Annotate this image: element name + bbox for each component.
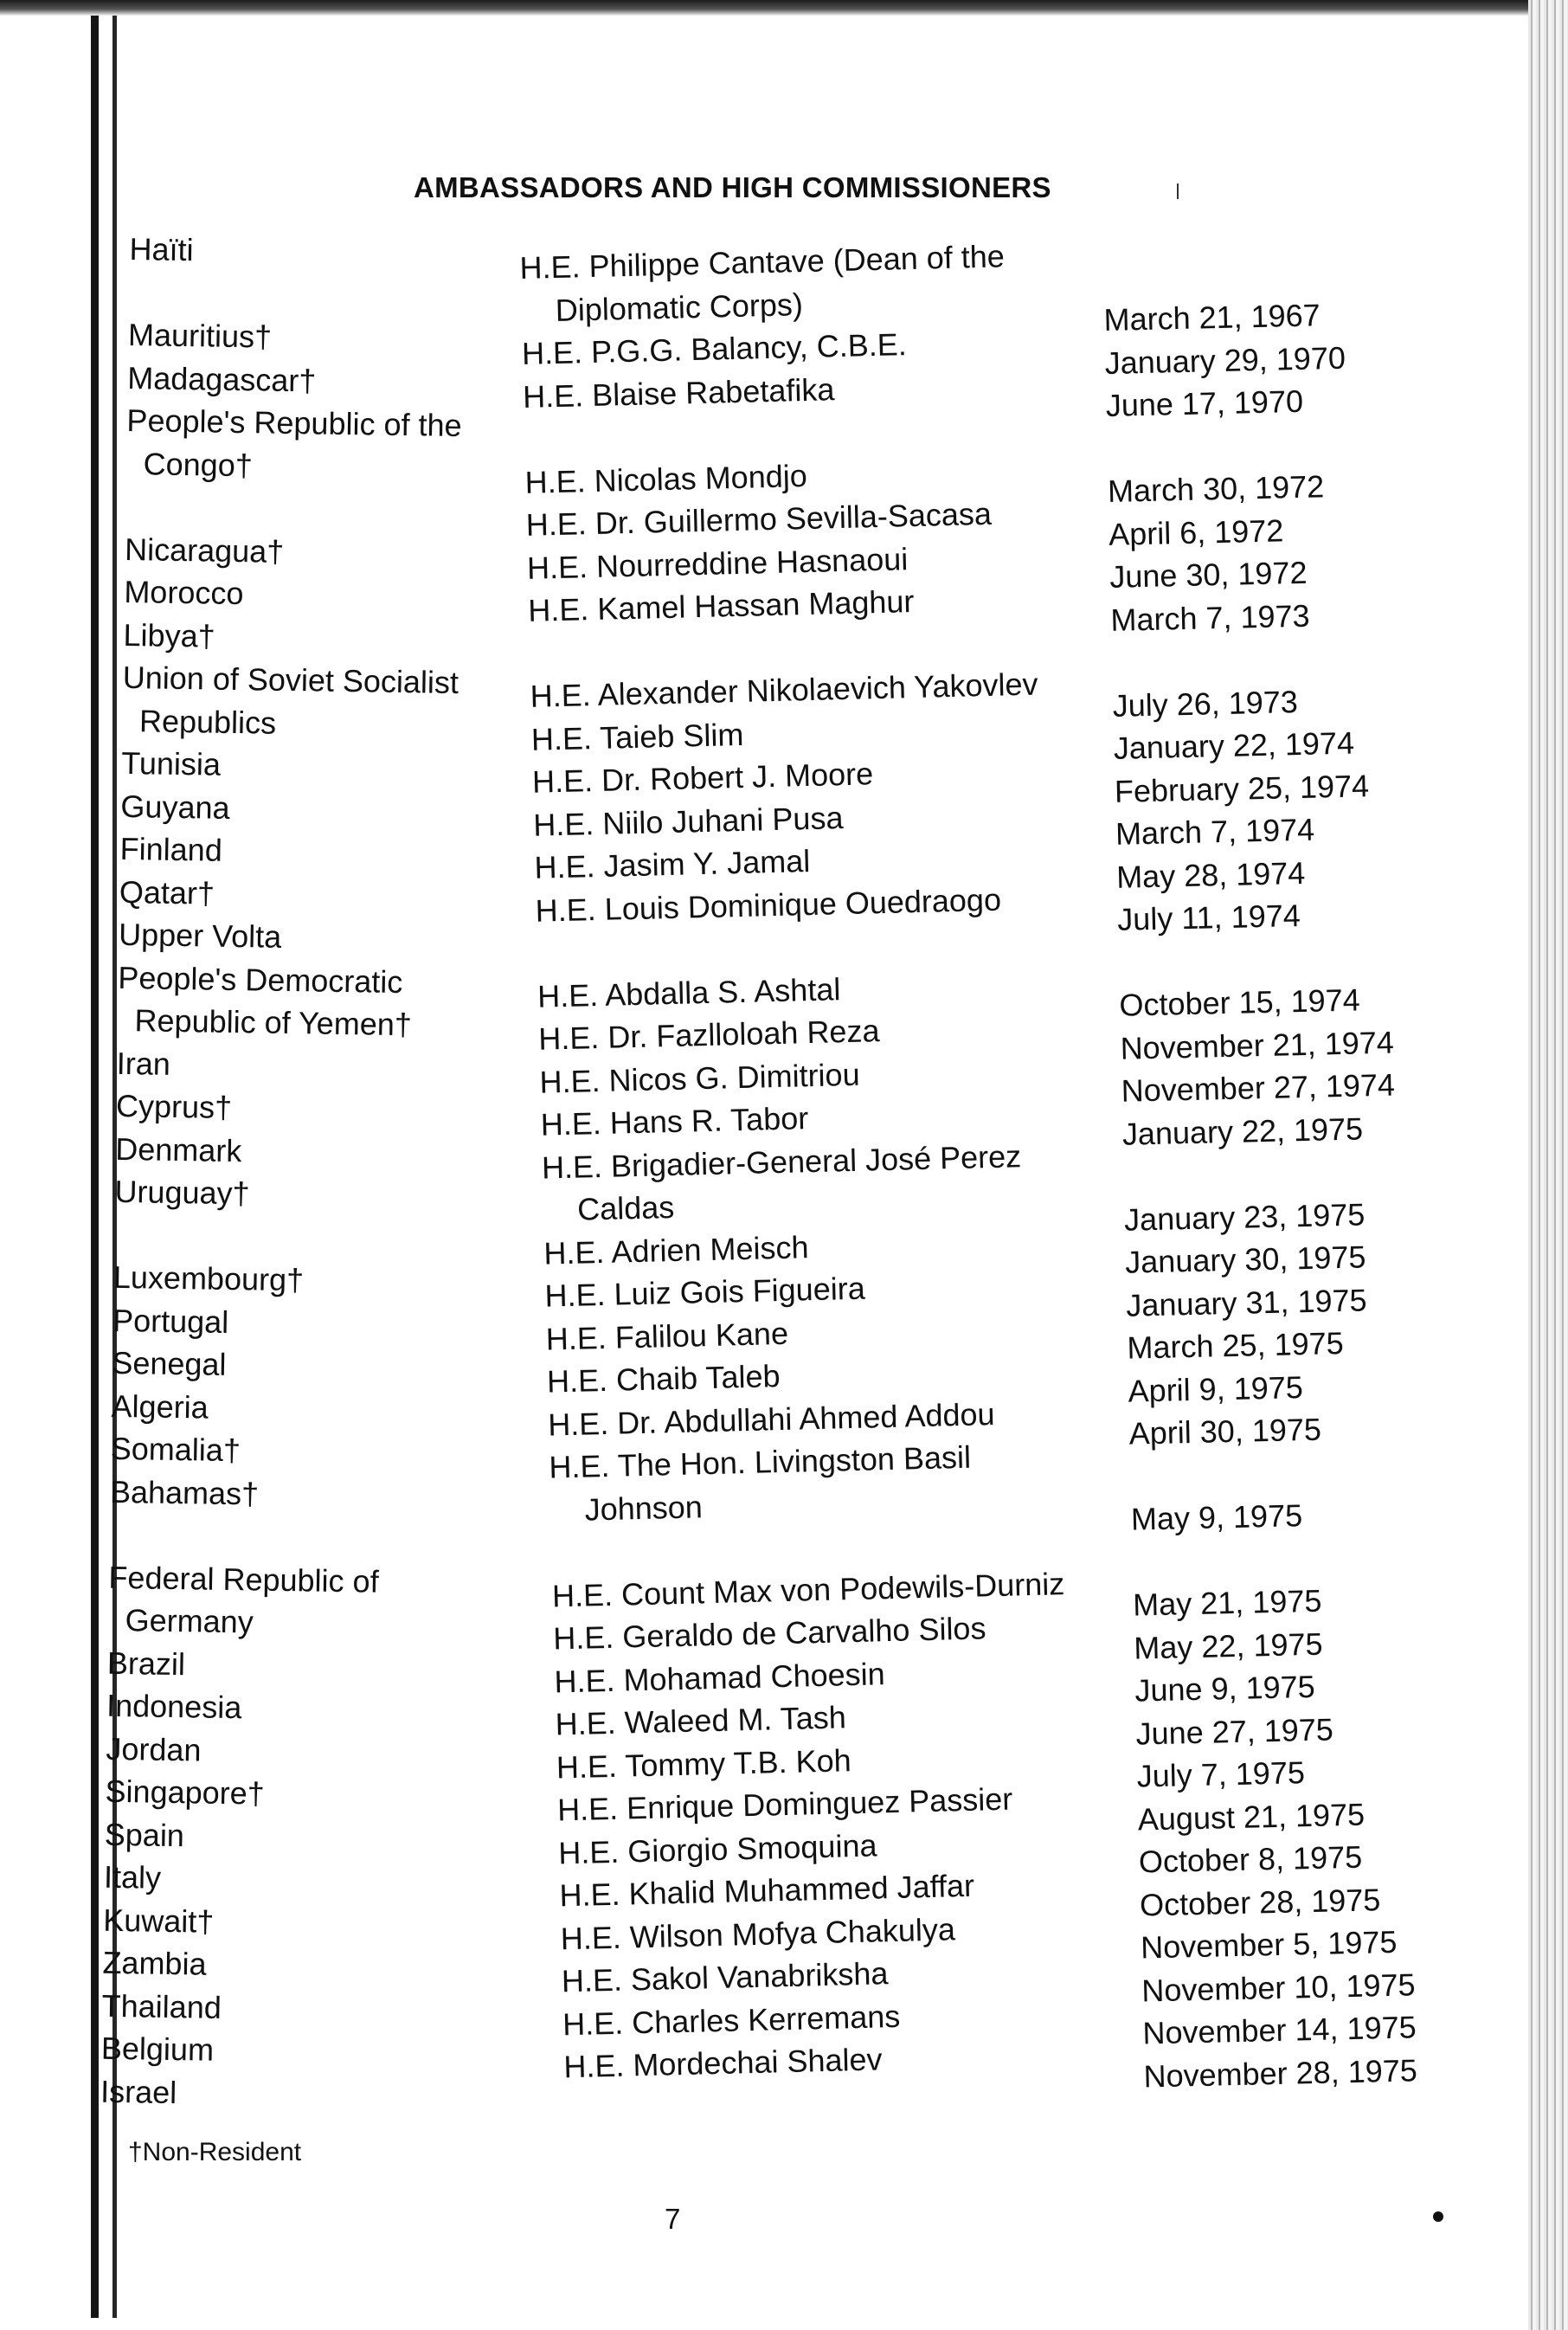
ambassador-name: H.E. Geraldo de Carvalho Silos — [552, 1610, 986, 1657]
country-entry: Zambia — [102, 1944, 207, 1982]
accreditation-date: January 29, 1970 — [1104, 339, 1346, 381]
accreditation-date: October 28, 1975 — [1139, 1881, 1381, 1923]
country-entry: Union of Soviet Socialist — [122, 659, 459, 701]
accreditation-date: October 15, 1974 — [1119, 982, 1361, 1023]
blank-line — [1122, 1149, 1397, 1199]
country-entry: Cyprus† — [115, 1087, 233, 1125]
country-entry: People's Republic of the — [126, 402, 462, 444]
country-entry: Denmark — [114, 1130, 242, 1168]
country-entry: Federal Republic of — [108, 1559, 379, 1599]
ambassador-name: H.E. Mohamad Choesin — [554, 1655, 886, 1699]
binding-right-edge — [1528, 0, 1568, 2330]
ambassador-name: H.E. Kamel Hassan Maghur — [527, 582, 915, 628]
ambassador-name: H.E. Wilson Mofya Chakulya — [560, 1910, 956, 1956]
blank-line — [1132, 1535, 1406, 1584]
ambassador-name: H.E. Nicolas Mondjo — [524, 457, 808, 500]
country-entry: Algeria — [111, 1387, 209, 1426]
country-entry: Libya† — [123, 616, 216, 654]
country-entry: Republic of Yemen† — [134, 1002, 413, 1043]
accreditation-date: November 27, 1974 — [1121, 1066, 1396, 1109]
accreditation-date: March 7, 1974 — [1115, 811, 1315, 852]
country-entry: Portugal — [112, 1302, 229, 1340]
ambassador-name: H.E. Louis Dominique Ouedraogo — [535, 881, 1002, 929]
accreditation-date: June 17, 1970 — [1105, 383, 1304, 423]
country-entry: Mauritius† — [127, 316, 273, 355]
accreditation-date: November 21, 1974 — [1120, 1024, 1395, 1066]
page-number: 7 — [665, 2203, 681, 2235]
accreditation-date: April 9, 1975 — [1128, 1368, 1304, 1409]
accreditation-date: April 30, 1975 — [1128, 1411, 1322, 1451]
ambassador-name: H.E. Niilo Juhani Pusa — [532, 799, 844, 843]
ambassador-name: H.E. Falilou Kane — [545, 1315, 789, 1357]
ambassador-name: H.E. Mordechai Shalev — [562, 2041, 883, 2085]
blank-line — [128, 270, 465, 319]
accreditation-date: July 7, 1975 — [1136, 1754, 1306, 1794]
ambassador-name: H.E. Waleed M. Tash — [555, 1699, 847, 1742]
ambassador-name: H.E. Alexander Nikolaevich Yakovlev — [530, 666, 1038, 714]
country-entry: Guyana — [120, 788, 230, 826]
country-entry: Nicaragua† — [124, 531, 285, 570]
country-entry: Senegal — [112, 1344, 227, 1382]
country-entry: Qatar† — [119, 873, 215, 911]
country-entry: Italy — [103, 1858, 162, 1896]
accreditation-date: June 27, 1975 — [1135, 1710, 1334, 1752]
country-entry: Iran — [116, 1045, 171, 1082]
footnote: †Non-Resident — [128, 2138, 302, 2166]
ambassador-name: Johnson — [584, 1488, 704, 1528]
country-entry: Kuwait† — [102, 1902, 215, 1940]
accreditation-date: April 6, 1972 — [1108, 512, 1284, 552]
country-entry: Congo† — [143, 445, 254, 483]
ambassador-name: H.E. Khalid Muhammed Jaffar — [559, 1867, 975, 1914]
country-column — [100, 228, 466, 2118]
ambassador-name: H.E. Taieb Slim — [530, 716, 744, 757]
country-entry: Somalia† — [110, 1430, 241, 1469]
accreditation-date: May 28, 1974 — [1115, 854, 1306, 895]
accreditation-date: March 25, 1975 — [1127, 1325, 1345, 1366]
accreditation-date: January 23, 1975 — [1123, 1195, 1366, 1238]
ambassador-name: H.E. Nicos G. Dimitriou — [539, 1056, 861, 1100]
country-entry: Belgium — [100, 2030, 215, 2068]
country-entry: Germany — [125, 1602, 254, 1640]
stray-mark — [1177, 183, 1179, 199]
accreditation-date: May 22, 1975 — [1133, 1625, 1323, 1666]
accreditation-date: June 9, 1975 — [1134, 1668, 1316, 1709]
ambassador-name: H.E. Dr. Guillermo Sevilla-Sacasa — [525, 495, 993, 543]
country-entry: Morocco — [124, 573, 244, 612]
stray-dot — [1433, 2211, 1443, 2222]
ambassador-name: Caldas — [576, 1188, 675, 1227]
accreditation-date: January 31, 1975 — [1125, 1281, 1367, 1323]
accreditation-date: March 30, 1972 — [1107, 468, 1325, 509]
ambassador-name: H.E. Sakol Vanabriksha — [561, 1955, 889, 1999]
ambassador-name: H.E. Tommy T.B. Koh — [556, 1741, 852, 1785]
blank-line — [125, 485, 462, 533]
accreditation-date: July 26, 1973 — [1112, 683, 1299, 724]
ambassador-name: H.E. Abdalla S. Ashtal — [537, 970, 841, 1014]
accreditation-date: November 10, 1975 — [1141, 1966, 1416, 2008]
country-entry: Madagascar† — [126, 359, 317, 398]
ambassador-name: H.E. The Hon. Livingston Basil — [548, 1439, 972, 1485]
blank-line — [1129, 1449, 1404, 1498]
country-entry: Uruguay† — [114, 1173, 250, 1212]
ambassador-name: H.E. Hans R. Tabor — [540, 1100, 809, 1142]
country-entry: Spain — [104, 1816, 185, 1853]
accreditation-date: November 14, 1975 — [1142, 2009, 1417, 2051]
blank-line — [109, 1513, 446, 1561]
accreditation-date: January 22, 1975 — [1121, 1110, 1364, 1152]
blank-line — [113, 1213, 450, 1261]
ambassador-name: H.E. Adrien Meisch — [543, 1228, 809, 1271]
country-entry: Finland — [119, 830, 223, 868]
ambassador-name-column — [519, 235, 1076, 2089]
country-entry: Indonesia — [106, 1687, 242, 1726]
blank-line — [1106, 421, 1380, 470]
accreditation-date: July 11, 1974 — [1116, 898, 1301, 937]
ambassador-name: H.E. Brigadier-General José Perez — [541, 1137, 1022, 1186]
ambassador-name: H.E. Luiz Gois Figueira — [544, 1270, 866, 1314]
country-entry: Republics — [138, 702, 277, 741]
ambassador-name: H.E. Blaise Rabetafika — [522, 370, 835, 415]
ambassador-name: Diplomatic Corps) — [555, 286, 804, 328]
ambassador-name: H.E. Enrique Dominguez Passier — [556, 1780, 1013, 1828]
country-entry: Bahamas† — [109, 1473, 260, 1512]
ambassador-name: H.E. Jasim Y. Jamal — [534, 843, 811, 885]
country-entry: Brazil — [106, 1645, 186, 1682]
scan-top-edge — [0, 0, 1568, 16]
accreditation-date: August 21, 1975 — [1137, 1796, 1366, 1838]
ambassador-name: H.E. P.G.G. Balancy, C.B.E. — [521, 326, 908, 371]
country-entry: Upper Volta — [118, 916, 282, 955]
accreditation-date: October 8, 1975 — [1138, 1838, 1363, 1880]
accreditation-date-column — [1103, 293, 1417, 2098]
ambassador-name: H.E. Philippe Cantave (Dean of the — [519, 238, 1006, 286]
accreditation-date: June 30, 1972 — [1109, 554, 1308, 595]
accreditation-date: March 7, 1973 — [1109, 597, 1310, 638]
ambassador-name: H.E. Dr. Robert J. Moore — [531, 756, 874, 800]
accreditation-date: January 22, 1974 — [1113, 724, 1355, 766]
accreditation-date: May 9, 1975 — [1130, 1497, 1303, 1537]
ambassador-name: H.E. Giorgio Smoquina — [557, 1826, 877, 1870]
ambassador-name: H.E. Dr. Abdullahi Ahmed Addou — [547, 1395, 995, 1443]
country-entry: Luxembourg† — [112, 1258, 305, 1298]
accreditation-date: November 28, 1975 — [1143, 2051, 1418, 2094]
ambassador-name: H.E. Charles Kerremans — [562, 1998, 901, 2042]
accreditation-date: February 25, 1974 — [1114, 767, 1370, 809]
ambassador-name: H.E. Dr. Fazlloloah Reza — [537, 1013, 880, 1057]
country-entry: Tunisia — [120, 744, 222, 782]
page-title: AMBASSADORS AND HIGH COMMISSIONERS — [414, 171, 1051, 203]
accreditation-date: January 30, 1975 — [1124, 1239, 1366, 1280]
accreditation-date: May 21, 1975 — [1132, 1582, 1322, 1623]
blank-line — [1118, 935, 1392, 984]
country-entry: Singapore† — [105, 1773, 266, 1812]
country-entry: Thailand — [101, 1987, 222, 2025]
country-entry: Israel — [100, 2073, 177, 2110]
country-entry: Jordan — [106, 1730, 202, 1768]
blank-line — [1111, 635, 1385, 685]
ambassador-name: H.E. Chaib Taleb — [546, 1358, 781, 1400]
country-entry: Haïti — [129, 230, 194, 268]
ambassador-name: H.E. Nourreddine Hasnaoui — [526, 540, 909, 586]
accreditation-date: March 21, 1967 — [1103, 297, 1321, 338]
accreditation-date: November 5, 1975 — [1140, 1923, 1398, 1966]
ambassador-name: H.E. Count Max von Podewils-Durniz — [551, 1565, 1065, 1614]
country-entry: People's Democratic — [118, 959, 403, 1000]
